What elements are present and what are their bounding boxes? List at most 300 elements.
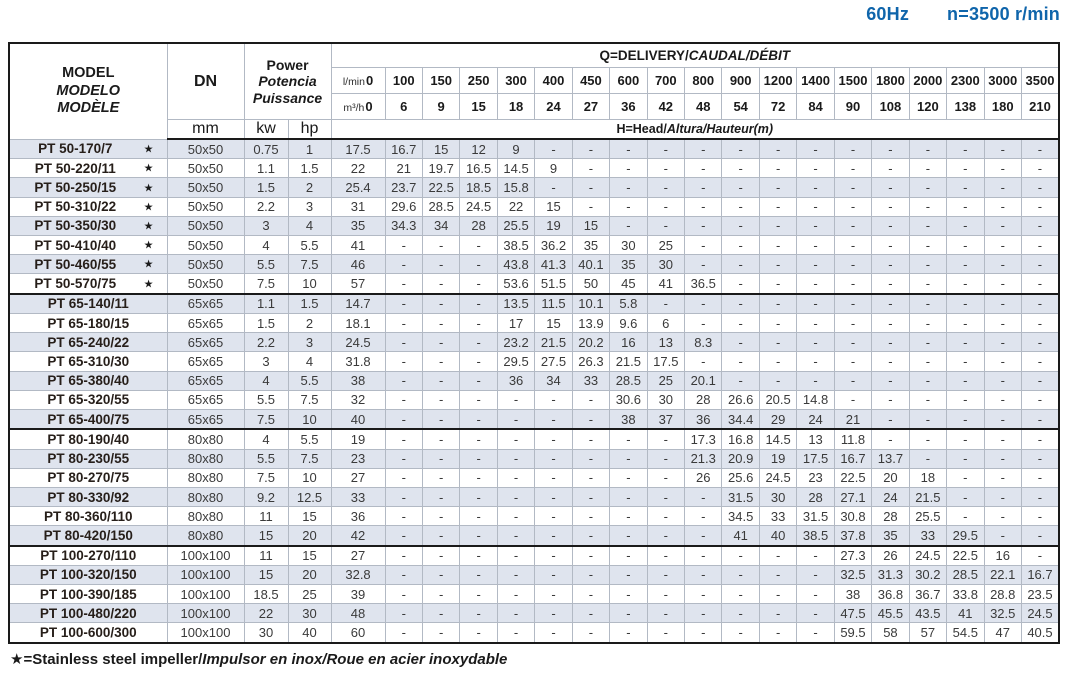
table-row: [9, 449, 1059, 468]
head-value-cell: -: [610, 585, 647, 604]
head-value-cell: -: [610, 565, 647, 584]
head-value-cell: -: [984, 390, 1021, 409]
head-value-cell: -: [385, 429, 422, 449]
head-value-cell: 23: [331, 449, 385, 468]
head-value-cell: -: [797, 255, 834, 274]
head-value-cell: 31.5: [797, 507, 834, 526]
head-value-cell: -: [947, 294, 984, 314]
head-value-cell: -: [909, 139, 946, 159]
head-value-cell: 35: [872, 526, 909, 546]
head-value-cell: -: [984, 159, 1021, 178]
head-value-cell: 46: [331, 255, 385, 274]
head-value-cell: 33: [572, 371, 609, 390]
dn-cell: 65x65: [167, 371, 244, 390]
head-value-cell: -: [797, 314, 834, 333]
head-value-cell: -: [497, 449, 534, 468]
head-value-cell: -: [535, 526, 572, 546]
head-value-cell: -: [572, 507, 609, 526]
head-value-cell: -: [984, 216, 1021, 235]
head-value-cell: 30.2: [909, 565, 946, 584]
head-value-cell: -: [872, 429, 909, 449]
head-value-cell: 17.5: [331, 139, 385, 159]
kw-cell: 11: [244, 507, 288, 526]
head-value-cell: -: [759, 197, 796, 216]
head-value-cell: -: [422, 565, 459, 584]
head-value-cell: -: [497, 468, 534, 487]
model-label: PT 100-480/220: [39, 605, 137, 621]
flow-m3h-cell: 36: [610, 94, 647, 120]
head-value-cell: -: [1021, 139, 1059, 159]
model-label: PT 50-410/40: [34, 237, 117, 253]
head-value-cell: 35: [331, 216, 385, 235]
flow-lmin-cell: 450: [572, 68, 609, 94]
flow-m3h-cell: 54: [722, 94, 759, 120]
head-value-cell: -: [909, 255, 946, 274]
flow-m3h-cell-value: 0: [365, 98, 373, 114]
head-value-cell: 19.7: [422, 159, 459, 178]
head-value-cell: -: [797, 371, 834, 390]
head-value-cell: -: [460, 236, 497, 255]
head-value-cell: 30: [610, 236, 647, 255]
head-value-cell: -: [909, 216, 946, 235]
head-value-cell: -: [872, 294, 909, 314]
head-value-cell: -: [722, 623, 759, 643]
kw-cell: 2.2: [244, 333, 288, 352]
footnote: [10, 650, 507, 668]
head-value-cell: 48: [331, 604, 385, 623]
head-value-cell: 29.5: [947, 526, 984, 546]
flow-m3h-cell: 90: [834, 94, 871, 120]
model-cell: [9, 236, 167, 255]
head-value-cell: -: [535, 546, 572, 566]
model-label: PT 50-460/55: [34, 256, 117, 272]
head-value-cell: -: [385, 487, 422, 506]
head-value-cell: -: [572, 585, 609, 604]
head-section-header: [331, 120, 1059, 140]
head-value-cell: -: [385, 526, 422, 546]
head-value-cell: 17.5: [797, 449, 834, 468]
head-value-cell: -: [610, 604, 647, 623]
head-value-cell: -: [610, 468, 647, 487]
head-value-cell: -: [1021, 429, 1059, 449]
head-value-cell: -: [759, 333, 796, 352]
hp-cell: 1: [288, 139, 331, 159]
head-value-cell: 42: [331, 526, 385, 546]
head-value-cell: -: [984, 409, 1021, 429]
head-value-cell: 30: [759, 487, 796, 506]
hp-cell: 40: [288, 623, 331, 643]
head-value-cell: -: [497, 409, 534, 429]
head-value-cell: -: [572, 159, 609, 178]
head-value-cell: -: [610, 449, 647, 468]
model-label: PT 65-400/75: [47, 411, 130, 427]
head-value-cell: -: [535, 449, 572, 468]
head-value-cell: -: [909, 314, 946, 333]
head-value-cell: 20.5: [759, 390, 796, 409]
head-value-cell: -: [610, 197, 647, 216]
head-value-cell: -: [460, 390, 497, 409]
head-value-cell: 25.6: [722, 468, 759, 487]
head-value-cell: -: [535, 623, 572, 643]
head-value-cell: -: [947, 314, 984, 333]
head-value-cell: -: [722, 585, 759, 604]
model-label: PT 80-230/55: [47, 451, 130, 467]
table-row: [9, 604, 1059, 623]
flow-lmin-cell: 1200: [759, 68, 796, 94]
head-value-cell: -: [872, 352, 909, 371]
head-value-cell: 57: [331, 274, 385, 294]
head-value-cell: -: [685, 487, 722, 506]
table-row: [9, 429, 1059, 449]
kw-cell: 5.5: [244, 449, 288, 468]
head-value-cell: 13.9: [572, 314, 609, 333]
head-value-cell: -: [759, 255, 796, 274]
head-value-cell: -: [460, 294, 497, 314]
head-value-cell: -: [460, 255, 497, 274]
head-value-cell: -: [385, 623, 422, 643]
head-value-cell: -: [385, 507, 422, 526]
model-cell: [9, 604, 167, 623]
head-value-cell: 17: [497, 314, 534, 333]
head-value-cell: -: [385, 294, 422, 314]
head-value-cell: -: [872, 255, 909, 274]
head-value-cell: -: [834, 333, 871, 352]
head-value-cell: 31.5: [722, 487, 759, 506]
head-value-cell: -: [422, 546, 459, 566]
head-value-cell: 60: [331, 623, 385, 643]
kw-cell: 4: [244, 236, 288, 255]
model-cell: [9, 139, 167, 159]
head-value-cell: 31: [331, 197, 385, 216]
head-value-cell: -: [834, 255, 871, 274]
head-value-cell: -: [1021, 526, 1059, 546]
head-value-cell: -: [947, 507, 984, 526]
hp-cell: 1.5: [288, 294, 331, 314]
model-label: PT 50-250/15: [34, 180, 117, 196]
flow-lmin-cell: 1500: [834, 68, 871, 94]
head-value-cell: -: [797, 274, 834, 294]
table-row: [9, 623, 1059, 643]
dn-cell: 80x80: [167, 507, 244, 526]
head-value-cell: -: [685, 546, 722, 566]
hp-cell: 5.5: [288, 371, 331, 390]
head-value-cell: -: [759, 585, 796, 604]
head-value-cell: -: [1021, 352, 1059, 371]
flow-lmin-cell: 100: [385, 68, 422, 94]
hp-cell: 4: [288, 216, 331, 235]
head-value-cell: 23: [797, 468, 834, 487]
head-value-cell: 34.3: [385, 216, 422, 235]
head-value-cell: -: [460, 449, 497, 468]
head-value-cell: -: [385, 585, 422, 604]
head-value-cell: -: [722, 236, 759, 255]
head-value-cell: -: [909, 449, 946, 468]
flow-lmin-cell: 600: [610, 68, 647, 94]
head-value-cell: -: [497, 390, 534, 409]
head-value-cell: -: [572, 604, 609, 623]
dn-cell: 65x65: [167, 314, 244, 333]
head-value-cell: -: [685, 526, 722, 546]
head-value-cell: -: [722, 546, 759, 566]
head-value-cell: 25: [647, 371, 684, 390]
dn-cell: 50x50: [167, 236, 244, 255]
head-value-cell: 24: [797, 409, 834, 429]
head-value-cell: 30.8: [834, 507, 871, 526]
flow-m3h-cell: 42: [647, 94, 684, 120]
head-value-cell: 27.3: [834, 546, 871, 566]
head-value-cell: -: [984, 139, 1021, 159]
head-value-cell: 9: [497, 139, 534, 159]
head-value-cell: 8.3: [685, 333, 722, 352]
head-value-cell: -: [385, 255, 422, 274]
table-row: [9, 333, 1059, 352]
head-value-cell: 33: [759, 507, 796, 526]
head-value-cell: -: [909, 294, 946, 314]
head-value-cell: -: [872, 274, 909, 294]
head-value-cell: -: [759, 216, 796, 235]
footnote-text-translations: Impulsor en inox/Roue en acier inoxydable: [202, 651, 508, 668]
table-row: [9, 371, 1059, 390]
flow-lmin-cell: 150: [422, 68, 459, 94]
head-value-cell: 36: [497, 371, 534, 390]
model-label: PT 65-240/22: [47, 334, 130, 350]
table-row: [9, 274, 1059, 294]
model-label: PT 50-350/30: [34, 218, 117, 234]
head-value-cell: 22.1: [984, 565, 1021, 584]
head-value-cell: -: [497, 565, 534, 584]
head-value-cell: 40.5: [1021, 623, 1059, 643]
head-value-cell: -: [422, 390, 459, 409]
head-value-cell: -: [535, 139, 572, 159]
head-value-cell: 36: [331, 507, 385, 526]
head-value-cell: 18.1: [331, 314, 385, 333]
head-value-cell: 31.8: [331, 352, 385, 371]
model-column-header: [9, 43, 167, 139]
flow-m3h-cell: 138: [947, 94, 984, 120]
hp-cell: 3: [288, 333, 331, 352]
head-value-cell: -: [385, 409, 422, 429]
dn-cell: 50x50: [167, 178, 244, 197]
kw-cell: 3: [244, 216, 288, 235]
head-value-cell: -: [385, 390, 422, 409]
head-value-cell: -: [947, 409, 984, 429]
dn-cell: 65x65: [167, 294, 244, 314]
head-value-cell: -: [535, 178, 572, 197]
head-value-cell: -: [759, 139, 796, 159]
head-value-cell: 16.7: [385, 139, 422, 159]
delivery-label-translations: CAUDAL/DÉBIT: [688, 48, 790, 63]
head-value-cell: -: [722, 255, 759, 274]
head-value-cell: -: [834, 159, 871, 178]
kw-cell: 9.2: [244, 487, 288, 506]
stainless-impeller-star-icon: ★: [143, 278, 154, 291]
table-row: [9, 409, 1059, 429]
head-value-cell: 34.4: [722, 409, 759, 429]
head-value-cell: -: [872, 139, 909, 159]
table-row: [9, 314, 1059, 333]
head-value-cell: -: [422, 294, 459, 314]
stainless-impeller-star-icon: ★: [143, 239, 154, 252]
head-value-cell: -: [759, 178, 796, 197]
model-label: PT 80-360/110: [43, 508, 133, 524]
head-value-cell: -: [572, 565, 609, 584]
head-value-cell: -: [685, 139, 722, 159]
head-value-cell: -: [422, 468, 459, 487]
table-row: [9, 390, 1059, 409]
head-value-cell: -: [647, 507, 684, 526]
head-value-cell: -: [722, 197, 759, 216]
flow-m3h-cell: 9: [422, 94, 459, 120]
head-value-cell: -: [647, 546, 684, 566]
head-value-cell: -: [422, 236, 459, 255]
head-label-translations: Altura/Hauteur(m): [666, 122, 774, 136]
head-value-cell: -: [460, 585, 497, 604]
head-value-cell: 10.1: [572, 294, 609, 314]
head-value-cell: -: [759, 623, 796, 643]
flow-m3h-cell: 180: [984, 94, 1021, 120]
head-value-cell: -: [909, 178, 946, 197]
hp-cell: 2: [288, 178, 331, 197]
head-value-cell: 53.6: [497, 274, 534, 294]
head-value-cell: -: [984, 526, 1021, 546]
head-value-cell: -: [759, 546, 796, 566]
head-value-cell: 28.5: [610, 371, 647, 390]
head-value-cell: -: [497, 585, 534, 604]
head-value-cell: -: [535, 390, 572, 409]
head-value-cell: 36.5: [685, 274, 722, 294]
frequency-speed-header: [866, 4, 1060, 25]
head-value-cell: 43.5: [909, 604, 946, 623]
head-value-cell: 24.5: [759, 468, 796, 487]
head-value-cell: -: [797, 178, 834, 197]
head-value-cell: -: [610, 526, 647, 546]
head-value-cell: 25.5: [497, 216, 534, 235]
dn-cell: 80x80: [167, 487, 244, 506]
flow-lmin-cell: 400: [535, 68, 572, 94]
head-value-cell: 21.5: [610, 352, 647, 371]
flow-lmin-cell: 2300: [947, 68, 984, 94]
head-value-cell: 41: [647, 274, 684, 294]
dn-cell: 50x50: [167, 139, 244, 159]
flow-lmin-cell-value: 0: [365, 72, 374, 88]
head-value-cell: -: [422, 526, 459, 546]
head-value-cell: -: [947, 429, 984, 449]
head-value-cell: -: [947, 236, 984, 255]
head-value-cell: 45: [610, 274, 647, 294]
head-value-cell: -: [535, 565, 572, 584]
head-value-cell: -: [685, 294, 722, 314]
model-label: PT 80-190/40: [47, 431, 130, 447]
head-value-cell: 28.5: [422, 197, 459, 216]
head-value-cell: -: [572, 468, 609, 487]
head-value-cell: -: [497, 604, 534, 623]
kw-cell: 30: [244, 623, 288, 643]
head-value-cell: -: [460, 274, 497, 294]
kw-cell: 0.75: [244, 139, 288, 159]
head-value-cell: 20.2: [572, 333, 609, 352]
head-value-cell: -: [1021, 371, 1059, 390]
dn-cell: 50x50: [167, 197, 244, 216]
head-value-cell: 41: [331, 236, 385, 255]
flow-lmin-cell: 700: [647, 68, 684, 94]
head-value-cell: 14.7: [331, 294, 385, 314]
head-value-cell: -: [685, 197, 722, 216]
head-value-cell: -: [834, 216, 871, 235]
hp-cell: 7.5: [288, 449, 331, 468]
model-cell: [9, 585, 167, 604]
head-value-cell: -: [610, 216, 647, 235]
hp-cell: 2: [288, 314, 331, 333]
head-value-cell: -: [909, 390, 946, 409]
head-value-cell: -: [610, 487, 647, 506]
head-value-cell: -: [572, 178, 609, 197]
model-header-en: MODEL: [62, 65, 115, 82]
flow-m3h-cell: 6: [385, 94, 422, 120]
head-value-cell: -: [685, 255, 722, 274]
head-value-cell: -: [872, 197, 909, 216]
model-label: PT 80-270/75: [47, 470, 130, 486]
head-value-cell: 31.3: [872, 565, 909, 584]
head-value-cell: -: [797, 236, 834, 255]
table-row: [9, 255, 1059, 274]
model-label: PT 65-180/15: [47, 315, 130, 331]
head-value-cell: -: [422, 255, 459, 274]
head-value-cell: -: [572, 197, 609, 216]
head-value-cell: -: [909, 197, 946, 216]
model-cell: [9, 216, 167, 235]
head-value-cell: 13.5: [497, 294, 534, 314]
head-value-cell: 47: [984, 623, 1021, 643]
table-row: [9, 585, 1059, 604]
hp-cell: 30: [288, 604, 331, 623]
head-value-cell: -: [385, 236, 422, 255]
head-value-cell: -: [797, 604, 834, 623]
head-value-cell: -: [572, 487, 609, 506]
head-value-cell: -: [647, 565, 684, 584]
head-value-cell: -: [947, 139, 984, 159]
head-value-cell: 16.7: [834, 449, 871, 468]
head-value-cell: 32.8: [331, 565, 385, 584]
head-value-cell: -: [685, 314, 722, 333]
head-value-cell: -: [1021, 159, 1059, 178]
dn-cell: 50x50: [167, 255, 244, 274]
head-value-cell: -: [685, 216, 722, 235]
table-row: [9, 139, 1059, 159]
head-value-cell: -: [422, 429, 459, 449]
head-value-cell: -: [385, 352, 422, 371]
head-value-cell: -: [984, 487, 1021, 506]
flow-lmin-cell: [331, 68, 385, 94]
model-cell: [9, 333, 167, 352]
head-value-cell: -: [610, 159, 647, 178]
delivery-label: Q=DELIVERY/: [599, 48, 689, 63]
hp-cell: 5.5: [288, 236, 331, 255]
head-value-cell: 20.9: [722, 449, 759, 468]
head-value-cell: -: [685, 507, 722, 526]
dn-cell: 100x100: [167, 604, 244, 623]
kw-unit-header: kw: [244, 120, 288, 140]
head-value-cell: -: [647, 216, 684, 235]
model-cell: [9, 546, 167, 566]
flow-m3h-cell: 84: [797, 94, 834, 120]
hp-cell: 12.5: [288, 487, 331, 506]
head-value-cell: -: [385, 449, 422, 468]
head-value-cell: -: [759, 352, 796, 371]
model-cell: [9, 294, 167, 314]
head-value-cell: -: [460, 314, 497, 333]
head-value-cell: -: [947, 487, 984, 506]
model-cell: [9, 274, 167, 294]
